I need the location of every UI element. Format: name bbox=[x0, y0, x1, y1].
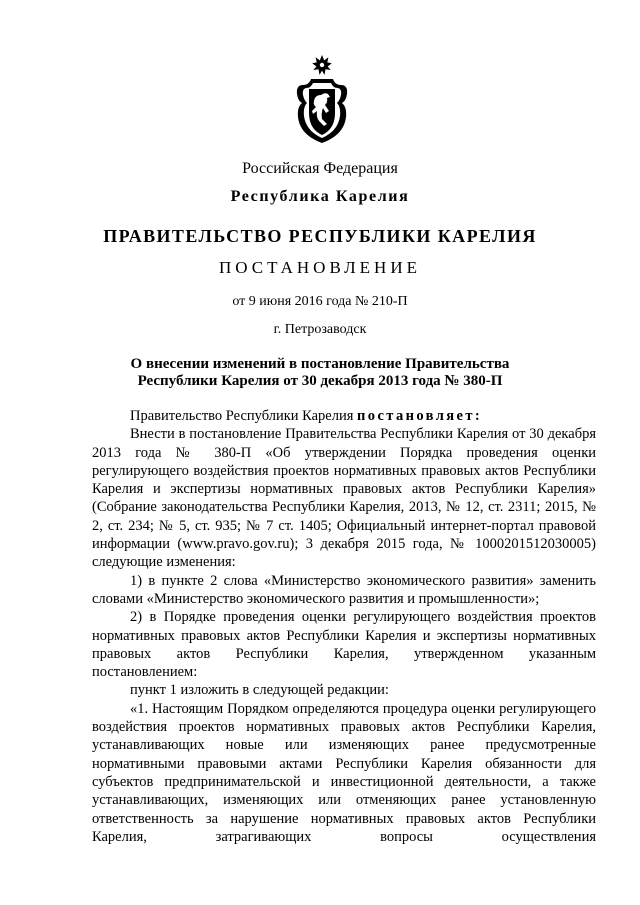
country-name: Российская Федерация bbox=[242, 160, 398, 177]
document-type: ПОСТАНОВЛЕНИЕ bbox=[218, 258, 421, 277]
decree-intro bbox=[92, 407, 596, 425]
document-date-number: от 9 июня 2016 года № 210-П bbox=[232, 294, 408, 309]
body-paragraph: пункт 1 изложить в следующей редакции: bbox=[130, 682, 389, 699]
document-city: г. Петрозаводск bbox=[273, 322, 367, 337]
body-paragraph: 2) в Порядке проведения оценки регулирующего воздействия проектов нормативных правовых актов Республики Карелия и экспертизы нормативных правовых актов Республики Карелия, утвержденном указанным постановлением: bbox=[92, 609, 596, 681]
government-title: ПРАВИТЕЛЬСТВО РЕСПУБЛИКИ КАРЕЛИЯ bbox=[103, 226, 537, 246]
subject-line: О внесении изменений в постановление Правительства bbox=[130, 356, 510, 372]
body-paragraph: «1. Настоящим Порядком определяются процедура оценки регулирующего воздействия проектов нормативных правовых актов Республики Карелия, устанавливающих новые или изменяющих ранее предусмотренные нормативными правовыми актами Республики Карелия обязанности для субъектов предпринимательской и инвестиционной деятельности, а также устанавливающих, изменяющих или отменяющих ранее установленную ответственность за нарушение нормативных правовых актов Республики Карелия, затрагивающих вопросы осуществления bbox=[92, 700, 596, 845]
karelia-coat-of-arms-icon bbox=[295, 55, 349, 145]
republic-name: Республика Карелия bbox=[230, 188, 410, 205]
body-paragraph: 1) в пункте 2 слова «Министерство экономического развития» заменить словами «Министерство экономического развития и промышленности»; bbox=[92, 572, 596, 607]
decree-intro-text: Правительство Республики Карелия bbox=[130, 408, 358, 424]
decree-keyword: постановляет: bbox=[357, 408, 483, 424]
document-subject bbox=[100, 356, 540, 390]
body-paragraph: Внести в постановление Правительства Республики Карелия от 30 декабря 2013 года № 380-П «Об утверждении Порядка проведения оценки регулирующего воздействия проектов нормативных правовых актов Республики Карелия и экспертизы нормативных правовых актов Республики Карелия» (Собрание законодательства Республики Карелия, 2013, № 12, ст. 2311; 2015, № 2, ст. 234; № 5, ст. 935; № 7 ст. 1405; Официальный интернет-портал правовой информации (www.pravo.gov.ru); 3 декабря 2015 года, № 1000201512030005) следующие изменения: bbox=[92, 426, 596, 571]
subject-line: Республики Карелия от 30 декабря 2013 года № 380-П bbox=[137, 373, 503, 389]
document-body bbox=[92, 407, 596, 846]
